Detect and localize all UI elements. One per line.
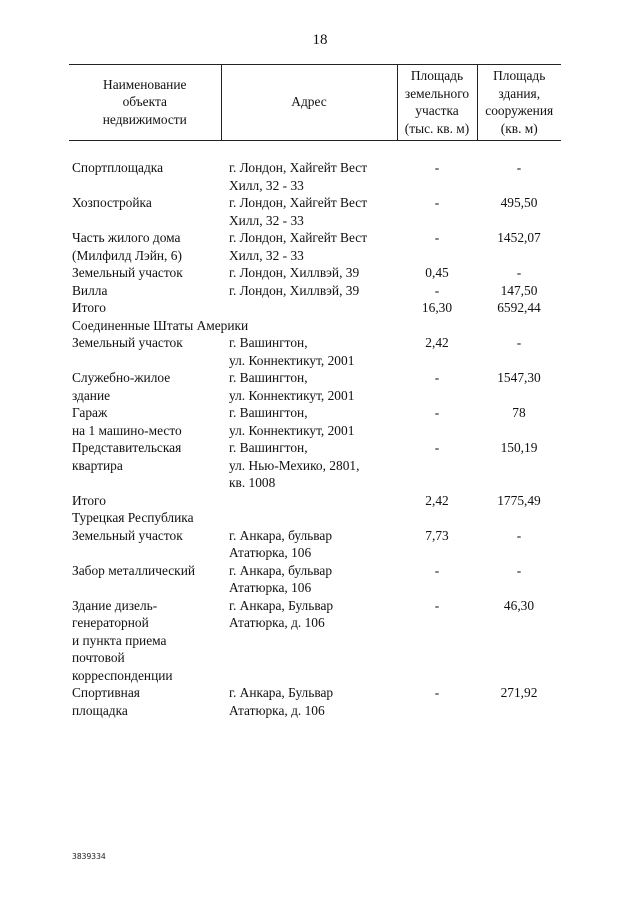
address-cell — [221, 299, 397, 317]
land-area-cell: - — [434, 597, 440, 613]
table-row — [69, 404, 561, 439]
address-cell: г. Вашингтон, ул. Коннектикут, 2001 — [229, 335, 355, 368]
country-section-row — [69, 509, 561, 527]
header-row — [69, 65, 561, 141]
table-row — [69, 159, 561, 194]
table-body — [69, 141, 561, 720]
address-cell: г. Лондон, Хиллвэй, 39 — [229, 282, 360, 298]
address-cell: г. Вашингтон, ул. Коннектикут, 2001 — [229, 405, 355, 438]
total-row — [69, 492, 561, 510]
building-area-cell: 150,19 — [500, 440, 538, 455]
land-area-cell: - — [434, 405, 440, 420]
table-row — [69, 369, 561, 404]
table-row — [69, 562, 561, 597]
object-name-cell: Служебно-жилое здание — [72, 370, 171, 403]
land-area-cell: - — [434, 230, 440, 245]
building-area-cell: - — [516, 160, 522, 175]
land-area-cell: 16,30 — [421, 300, 453, 315]
header-address: Адрес — [221, 65, 397, 141]
land-area-cell: 0,45 — [425, 265, 449, 280]
building-area-cell: 78 — [512, 405, 526, 420]
address-cell: г. Вашингтон, ул. Нью-Мехико, 2801, кв. 1008 — [229, 440, 360, 490]
address-cell: г. Вашингтон, ул. Коннектикут, 2001 — [229, 370, 355, 403]
header-spacer — [69, 141, 561, 160]
table-row — [69, 684, 561, 719]
object-name-cell: Спортивная площадка — [72, 685, 140, 718]
table-row — [69, 282, 561, 300]
table-row — [69, 229, 561, 264]
country-section-title: Соединенные Штаты Америки — [72, 317, 249, 333]
object-name-cell: Представительская квартира — [72, 440, 182, 473]
address-cell: г. Лондон, Хайгейт Вест Хилл, 32 - 33 — [229, 160, 368, 193]
country-section-title: Турецкая Республика — [72, 510, 194, 525]
total-row — [69, 299, 561, 317]
building-area-cell: 1547,30 — [497, 370, 541, 385]
object-name-cell: Хозпостройка — [72, 195, 152, 210]
building-area-cell: 147,50 — [500, 282, 538, 298]
header-land-area: Площадь земельного участка (тыс. кв. м) — [397, 65, 477, 141]
building-area-cell: 271,92 — [500, 685, 538, 700]
object-name-cell: Спортплощадка — [72, 160, 164, 175]
object-name-cell: Забор металлический — [72, 562, 196, 578]
address-cell: г. Анкара, Бульвар Ататюрка, д. 106 — [229, 597, 334, 630]
building-area-cell: 1775,49 — [497, 492, 541, 508]
address-cell: г. Анкара, бульвар Ататюрка, 106 — [229, 527, 333, 560]
building-area-cell: - — [516, 265, 522, 280]
address-cell: г. Лондон, Хайгейт Вест Хилл, 32 - 33 — [229, 195, 368, 228]
document-code: 3839334 — [72, 852, 106, 861]
land-area-cell: - — [434, 282, 440, 298]
object-name-cell: Земельный участок — [72, 527, 183, 543]
header-object-name: Наименование объекта недвижимости — [69, 65, 221, 141]
land-area-cell: - — [434, 562, 440, 578]
table-row — [69, 334, 561, 369]
address-cell: г. Анкара, бульвар Ататюрка, 106 — [229, 562, 333, 595]
land-area-cell: - — [434, 370, 440, 385]
object-name-cell: Часть жилого дома (Милфилд Лэйн, 6) — [72, 230, 182, 263]
address-cell: г. Лондон, Хайгейт Вест Хилл, 32 - 33 — [229, 230, 368, 263]
building-area-cell: 1452,07 — [497, 230, 541, 245]
page-number: 18 — [312, 32, 328, 48]
table-row — [69, 264, 561, 282]
address-cell: г. Лондон, Хиллвэй, 39 — [229, 265, 360, 280]
object-name-cell: Гараж на 1 машино-место — [72, 405, 182, 438]
table-row — [69, 597, 561, 685]
land-area-cell: - — [434, 160, 440, 175]
object-name-cell: Итого — [72, 492, 106, 508]
land-area-cell: - — [434, 195, 440, 210]
object-name-cell: Земельный участок — [72, 335, 183, 350]
land-area-cell: - — [434, 685, 440, 700]
building-area-cell: 495,50 — [500, 195, 538, 210]
land-area-cell: 2,42 — [425, 335, 449, 350]
building-area-cell: - — [516, 562, 522, 578]
land-area-cell: 7,73 — [425, 527, 449, 543]
table-row — [69, 439, 561, 492]
country-section-row — [69, 317, 561, 335]
object-name-cell: Земельный участок — [72, 265, 183, 280]
building-area-cell: - — [516, 335, 522, 350]
table-header — [69, 65, 561, 141]
building-area-cell: 46,30 — [503, 597, 535, 613]
object-name-cell: Вилла — [72, 282, 108, 298]
building-area-cell: 6592,44 — [497, 300, 541, 315]
address-cell: г. Анкара, Бульвар Ататюрка, д. 106 — [229, 685, 334, 718]
object-name-cell: Здание дизель- генераторной и пункта приема почтовой корреспонденции — [72, 597, 173, 683]
table-row — [69, 527, 561, 562]
land-area-cell: 2,42 — [425, 492, 449, 508]
header-building-area: Площадь здания, сооружения (кв. м) — [477, 65, 561, 141]
object-name-cell: Итого — [72, 300, 106, 315]
building-area-cell: - — [516, 527, 522, 543]
property-table — [69, 64, 561, 719]
land-area-cell: - — [434, 440, 440, 455]
address-cell — [221, 492, 397, 510]
table-row — [69, 194, 561, 229]
